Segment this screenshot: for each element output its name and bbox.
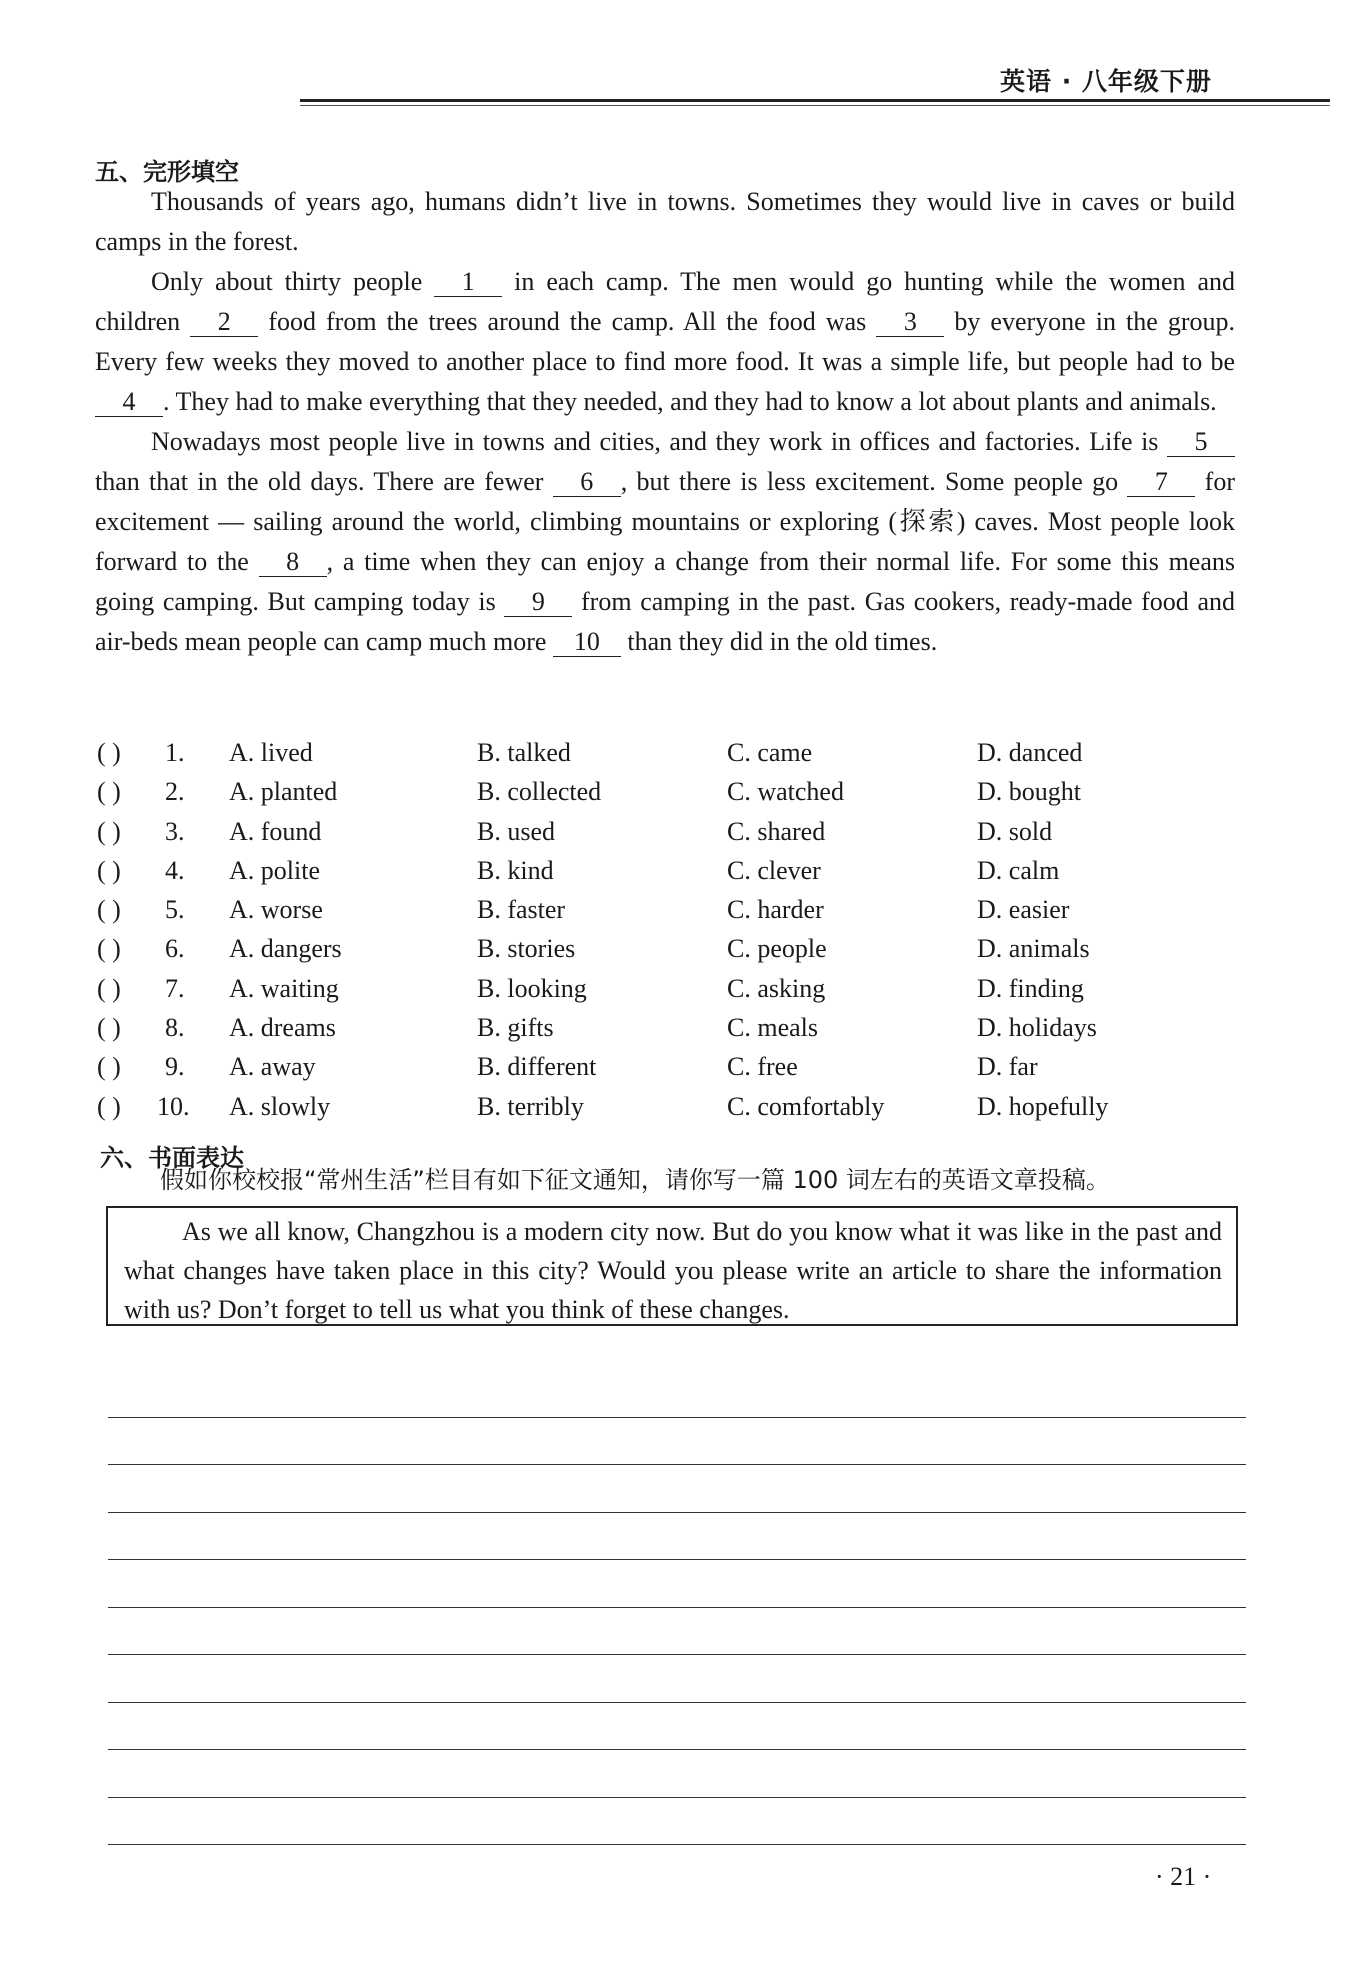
section-6-heading: 六、书面表达 — [100, 1144, 244, 1172]
passage-text: , a time when they can enjoy a change from their normal life. For some this means going camping. But camping today is — [95, 547, 1235, 616]
question-number: 7. — [165, 973, 185, 1003]
option-c: C. clever — [727, 855, 821, 885]
writing-line[interactable] — [108, 1465, 1246, 1513]
option-d: D. animals — [977, 934, 1090, 964]
writing-line[interactable] — [108, 1370, 1246, 1418]
writing-line[interactable] — [108, 1750, 1246, 1798]
option-a: A. polite — [229, 855, 320, 885]
question-number: 6. — [165, 934, 185, 964]
option-c: C. asking — [727, 973, 826, 1003]
writing-line[interactable] — [108, 1418, 1246, 1466]
answer-options — [97, 738, 1237, 1131]
option-a: A. worse — [229, 895, 323, 925]
notice-text: As we all know, Changzhou is a modern city now. But do you know what it was like in the past and what changes have taken place in this city? Would you please write an article to share the information with us? Don’t forget to tell us what you think of these changes. — [124, 1217, 1222, 1324]
option-b: B. terribly — [477, 1091, 584, 1121]
blank-9: 9 — [504, 588, 572, 617]
option-c: C. shared — [727, 816, 826, 846]
option-a: A. planted — [229, 777, 338, 807]
answer-bracket[interactable]: ( ) — [97, 1052, 121, 1082]
blank-2: 2 — [190, 308, 258, 337]
cloze-passage — [95, 182, 1235, 662]
answer-bracket[interactable]: ( ) — [97, 816, 121, 846]
question-number: 2. — [165, 777, 185, 807]
option-c: C. came — [727, 738, 813, 767]
answer-bracket[interactable]: ( ) — [97, 973, 121, 1003]
question-row-8 — [97, 1013, 1237, 1052]
header-rule — [300, 99, 1330, 102]
writing-line[interactable] — [108, 1560, 1246, 1608]
option-b: B. used — [477, 816, 555, 846]
option-d: D. easier — [977, 895, 1070, 925]
answer-bracket[interactable]: ( ) — [97, 895, 121, 925]
header-rule-thin — [300, 105, 1330, 106]
passage-text: for excitement — sailing around the world, climbing mountains or exploring (探索) caves. Most people look forward to the — [95, 467, 1235, 576]
option-c: C. free — [727, 1052, 798, 1082]
book-title: 英语 · 八年级下册 — [1000, 67, 1212, 96]
option-a: A. away — [229, 1052, 316, 1082]
option-a: A. dreams — [229, 1013, 336, 1043]
answer-bracket[interactable]: ( ) — [97, 855, 121, 885]
question-row-10 — [97, 1092, 1237, 1131]
option-c: C. watched — [727, 777, 844, 807]
answer-bracket[interactable]: ( ) — [97, 934, 121, 964]
question-row-3 — [97, 817, 1237, 856]
notice-box — [106, 1206, 1238, 1326]
option-b: B. stories — [477, 934, 576, 964]
question-row-2 — [97, 777, 1237, 816]
writing-line[interactable] — [108, 1655, 1246, 1703]
writing-area[interactable] — [108, 1370, 1246, 1845]
section-5-heading: 五、完形填空 — [95, 158, 239, 186]
passage-paragraph-3 — [95, 422, 1235, 662]
option-b: B. kind — [477, 855, 554, 885]
writing-line[interactable] — [108, 1703, 1246, 1751]
passage-text: in each camp. The men would go hunting while the women and children — [95, 267, 1235, 336]
passage-text: Only about thirty people — [151, 267, 435, 296]
writing-line[interactable] — [108, 1608, 1246, 1656]
question-number: 8. — [165, 1013, 185, 1043]
option-b: B. faster — [477, 895, 566, 925]
question-number: 1. — [165, 738, 185, 767]
writing-line[interactable] — [108, 1798, 1246, 1846]
option-b: B. talked — [477, 738, 571, 767]
blank-3: 3 — [876, 308, 944, 337]
passage-text: Nowadays most people live in towns and cities, and they work in offices and factories. Life is — [151, 427, 1167, 456]
option-d: D. danced — [977, 738, 1083, 767]
question-row-1 — [97, 738, 1237, 777]
blank-4: 4 — [95, 388, 163, 417]
option-c: C. people — [727, 934, 827, 964]
option-b: B. gifts — [477, 1013, 554, 1043]
option-d: D. sold — [977, 816, 1053, 846]
passage-paragraph-1: Thousands of years ago, humans didn’t live in towns. Sometimes they would live in caves or build camps in the forest. — [95, 187, 1235, 256]
question-number: 10. — [157, 1091, 190, 1121]
question-number: 3. — [165, 816, 185, 846]
option-c: C. harder — [727, 895, 824, 925]
blank-1: 1 — [434, 268, 502, 297]
option-d: D. bought — [977, 777, 1081, 807]
option-c: C. comfortably — [727, 1091, 885, 1121]
option-b: B. looking — [477, 973, 587, 1003]
blank-10: 10 — [553, 628, 621, 657]
question-row-9 — [97, 1052, 1237, 1091]
option-a: A. slowly — [229, 1091, 331, 1121]
passage-text: from camping in the past. Gas cookers, ready-made food and air-beds mean people can camp much more — [95, 587, 1235, 656]
option-d: D. holidays — [977, 1013, 1097, 1043]
option-a: A. dangers — [229, 934, 342, 964]
question-row-5 — [97, 895, 1237, 934]
passage-text: than they did in the old times. — [620, 627, 938, 656]
blank-8: 8 — [259, 548, 327, 577]
option-c: C. meals — [727, 1013, 818, 1043]
option-a: A. found — [229, 816, 322, 846]
page-number: · 21 · — [1155, 1862, 1212, 1891]
answer-bracket[interactable]: ( ) — [97, 738, 121, 767]
passage-text: food from the trees around the camp. All the food was — [258, 307, 877, 336]
passage-text: than that in the old days. There are fewer — [95, 467, 553, 496]
option-d: D. calm — [977, 855, 1060, 885]
passage-text: . They had to make everything that they needed, and they had to know a lot about plants and animals. — [163, 387, 1217, 416]
option-d: D. hopefully — [977, 1091, 1109, 1121]
option-a: A. waiting — [229, 973, 339, 1003]
question-number: 9. — [165, 1052, 185, 1082]
question-row-6 — [97, 934, 1237, 973]
writing-line[interactable] — [108, 1513, 1246, 1561]
passage-text: , but there is less excitement. Some people go — [620, 467, 1128, 496]
option-d: D. far — [977, 1052, 1038, 1082]
option-b: B. different — [477, 1052, 597, 1082]
passage-text: by everyone in the group. Every few weeks they moved to another place to find more food. It was a simple life, but people had to be — [95, 307, 1236, 376]
blank-5: 5 — [1167, 428, 1235, 457]
option-d: D. finding — [977, 973, 1084, 1003]
answer-bracket[interactable]: ( ) — [97, 1013, 121, 1043]
blank-6: 6 — [553, 468, 621, 497]
option-a: A. lived — [229, 738, 313, 767]
question-row-7 — [97, 974, 1237, 1013]
writing-prompt: 假如你校校报“常州生活”栏目有如下征文通知，请你写一篇 100 词左右的英语文章投稿。 — [160, 1166, 1110, 1194]
option-b: B. collected — [477, 777, 602, 807]
question-number: 4. — [165, 855, 185, 885]
passage-paragraph-2 — [95, 262, 1235, 422]
question-number: 5. — [165, 895, 185, 925]
answer-bracket[interactable]: ( ) — [97, 1091, 121, 1121]
blank-7: 7 — [1127, 468, 1195, 497]
answer-bracket[interactable]: ( ) — [97, 777, 121, 807]
question-row-4 — [97, 856, 1237, 895]
